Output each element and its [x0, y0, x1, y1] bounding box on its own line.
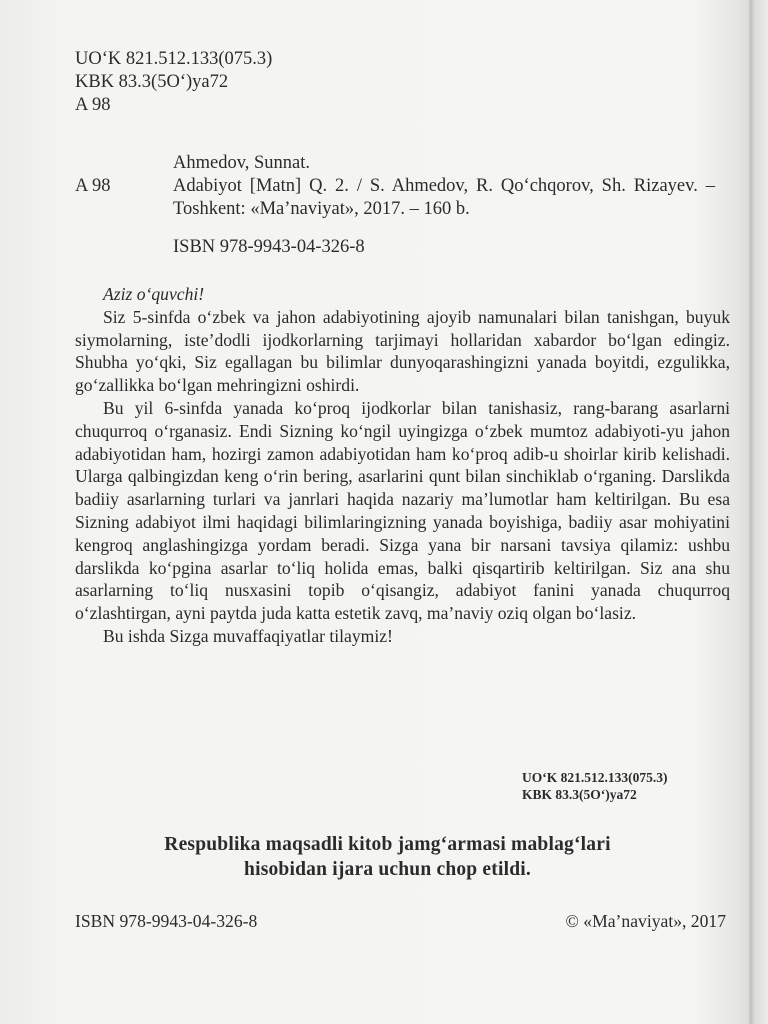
preface-paragraph: Bu ishda Sizga muvaffaqiyatlar tilaymiz! [103, 625, 393, 646]
kbk-code-bold: KBK 83.3(5O‘)ya72 [522, 787, 637, 802]
footer-copyright: © «Ma’naviyat», 2017 [565, 911, 726, 931]
bibliographic-record [75, 175, 715, 221]
funding-notice [60, 832, 715, 882]
catalog-isbn: ISBN 978-9943-04-326-8 [173, 237, 365, 257]
author-name: Ahmedov, Sunnat. [173, 153, 311, 173]
page-edge-shadow [748, 0, 754, 1024]
footer-isbn: ISBN 978-9943-04-326-8 [75, 911, 258, 931]
bibliographic-description: Adabiyot [Matn] Q. 2. / S. Ahmedov, R. Qo‘chqorov, Sh. Rizayev. – Toshkent: «Ma’naviyat», 2017. – 160 b. [173, 176, 715, 219]
catalog-entry [75, 152, 715, 259]
preface [75, 283, 730, 648]
catalog-mark: A 98 [75, 176, 111, 196]
author-mark: A 98 [75, 95, 111, 115]
classification-codes-bold [522, 769, 668, 803]
udk-code: UO‘K 821.512.133(075.3) [75, 49, 273, 69]
kbk-code: KBK 83.3(5O‘)ya72 [75, 72, 229, 92]
preface-paragraph: Bu yil 6-sinfda yanada ko‘proq ijodkorlar bilan tanishasiz, rang-barang asarlarni chuqurroq o‘rganasiz. Endi Sizning ko‘ngil uyingizga o‘zbek mumtoz adabiyoti-yu jahon adabiyotidan ham, hozirgi zamon adabiyotidan ham ko‘proq adib-u shoirlar kirib kelishadi. Ularga qalbingizdan keng o‘rin bering, asarlarini qunt bilan sinchiklab o‘rganing. Darslikda badiiy asarlarning turlari va janrlari haqida nazariy ma’lumotlar ham keltirilgan. Bu esa Sizning adabiyot ilmi haqidagi bilimlaringizning yanada boyishiga, badiiy asar mohiyatini kengroq anglashingizga yordam beradi. Sizga yana bir narsani tavsiya qilamiz: ushbu darslikda ko‘pgina asarlar to‘liq holida emas, balki qisqartirib keltirilgan. Siz ana shu asarlarning to‘liq nusxasini topib o‘qisangiz, adabiyot fanini yanada chuqurroq o‘zlashtirgan, ayni paytda juda katta estetik zavq, ma’naviy oziq olgan bo‘lasiz. [75, 397, 730, 624]
funding-notice-line: Respublika maqsadli kitob jamg‘armasi mablag‘lari [164, 834, 611, 855]
classification-codes [75, 48, 272, 117]
preface-greeting: Aziz o‘quvchi! [103, 284, 205, 304]
funding-notice-line: hisobidan ijara uchun chop etildi. [244, 859, 531, 880]
udk-code-bold: UO‘K 821.512.133(075.3) [522, 770, 668, 785]
preface-paragraph: Siz 5-sinfda o‘zbek va jahon adabiyotining ajoyib namunalari bilan tanishgan, buyuk siymolarning, iste’dodli ijodkorlarning tarjimayi hollaridan xabardor bo‘lgan edingiz. Shubha yo‘qki, Siz egallagan bu bilimlar dunyoqarashingizni yanada boyitdi, ezgulikka, go‘zallikka bo‘lgan mehringizni oshirdi. [75, 306, 730, 396]
